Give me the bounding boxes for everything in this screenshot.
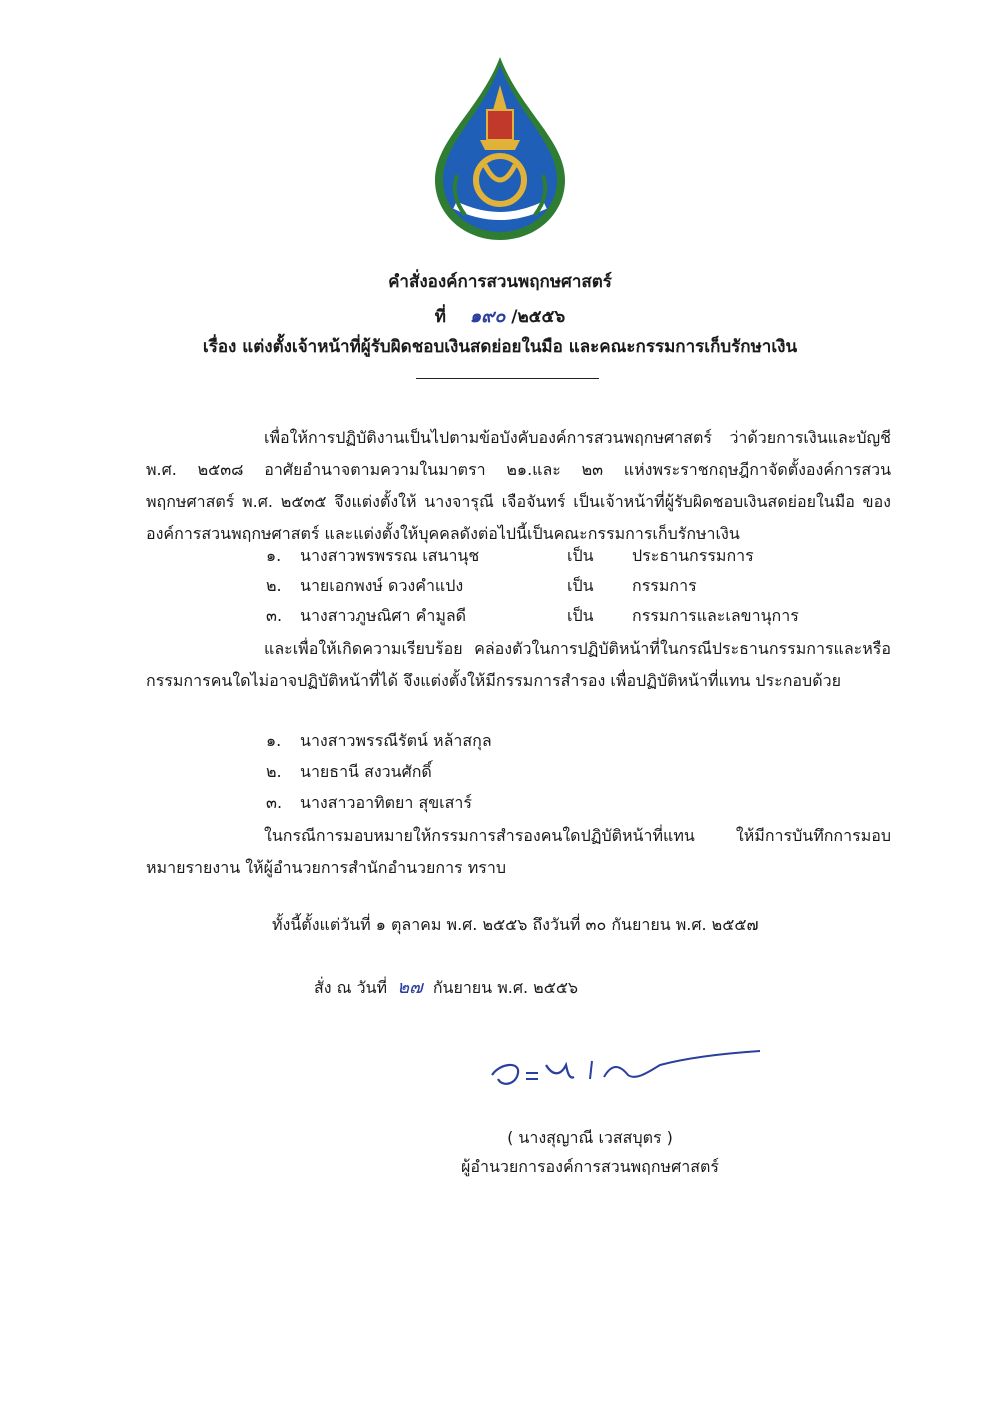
- number-prefix: ที่: [434, 307, 447, 327]
- ordered-day-handwritten: ๒๗: [397, 977, 423, 998]
- heading-divider: [416, 378, 599, 379]
- committee-name: นางสาวพรพรรณ เสนานุช: [300, 546, 480, 565]
- paragraph-3: ในกรณีการมอบหมายให้กรรมการสำรองคนใดปฏิบัติหน้าที่แทน ให้มีการบันทึกการมอบหมายรายงาน ให้ผู้อำนวยการสำนักอำนวยการ ทราบ: [146, 826, 891, 877]
- committee-name: นายเอกพงษ์ ดวงคำแปง: [300, 576, 464, 595]
- effective-period: ทั้งนี้ตั้งแต่วันที่ ๑ ตุลาคม พ.ศ. ๒๕๕๖ ถึงวันที่ ๓๐ กันยายน พ.ศ. ๒๕๕๗: [272, 915, 759, 934]
- ordered-date: [314, 972, 578, 1001]
- paragraph-2: และเพื่อให้เกิดความเรียบร้อย คล่องตัวในการปฏิบัติหน้าที่ในกรณีประธานกรรมการและหรือกรรมการคนใดไม่อาจปฏิบัติหน้าที่ได้ จึงแต่งตั้งให้มีกรรมการสำรอง เพื่อปฏิบัติหน้าที่แทน ประกอบด้วย: [146, 639, 891, 690]
- ordered-prefix: สั่ง ณ วันที่: [314, 978, 388, 997]
- alternate-num: ๓.: [266, 793, 283, 812]
- committee-role: ประธานกรรมการ: [632, 546, 754, 565]
- committee-role: กรรมการ: [632, 576, 697, 595]
- committee-as: เป็น: [567, 606, 594, 625]
- committee-num: ๒.: [266, 576, 282, 595]
- alternate-name: นางสาวอาทิตยา สุขเสาร์: [300, 793, 472, 812]
- order-subject: เรื่อง แต่งตั้งเจ้าหน้าที่ผู้รับผิดชอบเงินสดย่อยในมือ และคณะกรรมการเก็บรักษาเงิน: [202, 337, 798, 357]
- alternate-num: ๑.: [266, 731, 282, 750]
- alternate-num: ๒.: [266, 762, 282, 781]
- ordered-suffix: กันยายน พ.ศ. ๒๕๕๖: [432, 978, 579, 997]
- signer-name: ( นางสุญาณี เวสสบุตร ): [507, 1128, 673, 1147]
- committee-role: กรรมการและเลขานุการ: [632, 606, 799, 625]
- order-title: คำสั่งองค์การสวนพฤกษศาสตร์: [388, 272, 612, 292]
- committee-num: ๑.: [266, 546, 282, 565]
- handwritten-signature: [480, 1035, 770, 1095]
- committee-name: นางสาวภูษณิศา คำมูลดี: [300, 606, 467, 625]
- order-number: [0, 301, 1000, 330]
- paragraph-1: เพื่อให้การปฏิบัติงานเป็นไปตามข้อบังคับองค์การสวนพฤกษศาสตร์ ว่าด้วยการเงินและบัญชี พ.ศ. ๒๕๓๘ อาศัยอำนาจตามความในมาตรา ๒๑.และ ๒๓ แห่งพระราชกฤษฎีกาจัดตั้งองค์การสวนพฤกษศาสตร์ พ.ศ. ๒๕๓๕ จึงแต่งตั้งให้ นางจารุณี เจือจันทร์ เป็นเจ้าหน้าที่ผู้รับผิดชอบเงินสดย่อยในมือ ขององค์การสวนพฤกษศาสตร์ และแต่งตั้งให้บุคคลดังต่อไปนี้เป็นคณะกรรมการเก็บรักษาเงิน: [146, 428, 891, 543]
- number-handwritten: ๑๙๐: [469, 306, 506, 327]
- signer-position: ผู้อำนวยการองค์การสวนพฤกษศาสตร์: [461, 1157, 719, 1176]
- alternate-name: นายธานี สงวนศักดิ์: [300, 762, 432, 781]
- alternate-name: นางสาวพรรณีรัตน์ หล้าสกุล: [300, 731, 492, 750]
- number-suffix: /๒๕๕๖: [511, 307, 566, 327]
- committee-as: เป็น: [567, 546, 594, 565]
- committee-as: เป็น: [567, 576, 594, 595]
- botanical-garden-logo: [425, 55, 575, 245]
- committee-num: ๓.: [266, 606, 283, 625]
